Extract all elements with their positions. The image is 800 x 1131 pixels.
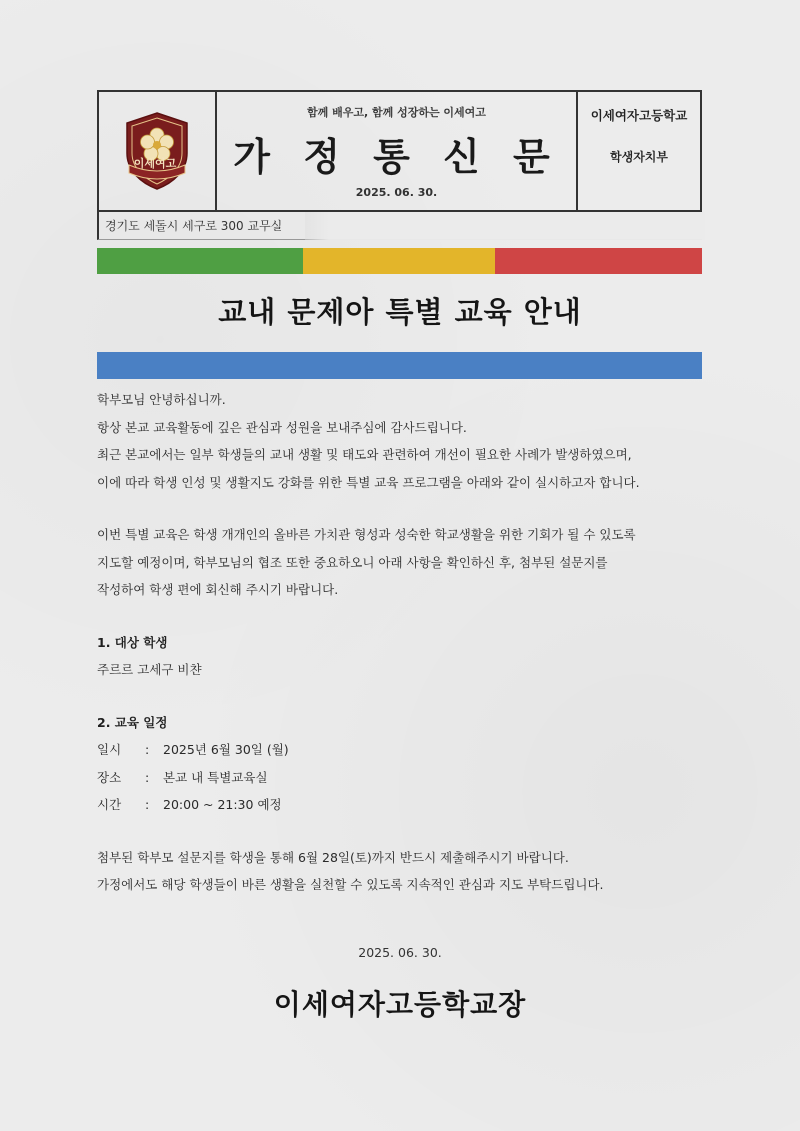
department-name: 학생자치부 <box>610 150 668 164</box>
principal-signature: 이세여자고등학교장 <box>273 988 527 1021</box>
blue-divider-bar <box>97 352 702 379</box>
school-emblem-icon <box>115 109 199 193</box>
emblem-label: 이세여고 <box>133 157 177 170</box>
greeting-line: 학부모님 안녕하십니까. <box>97 392 226 407</box>
tricolor-bar <box>97 248 702 274</box>
paragraph-line: 작성하여 학생 편에 회신해 주시기 바랍니다. <box>97 582 339 597</box>
paragraph-line: 항상 본교 교육활동에 깊은 관심과 성원을 보내주심에 감사드립니다. <box>97 419 467 435</box>
paragraph-line: 이에 따라 학생 인성 및 생활지도 강화를 위한 특별 교육 프로그램을 아래와 같이 실시하고자 합니다. <box>97 474 640 490</box>
schedule-colon: : <box>145 742 150 757</box>
schedule-row-place <box>97 764 717 792</box>
schedule-key: 일시 <box>97 742 122 757</box>
letter-body <box>97 386 717 899</box>
paragraph-line: 첨부된 학부모 설문지를 학생을 통해 6월 28일(토)까지 반드시 제출해주시기 바랍니다. <box>97 849 569 865</box>
address-line: 경기도 세돌시 세구로 300 교무실 <box>97 212 702 240</box>
emblem-label-overlay <box>0 0 177 170</box>
title-cell <box>217 92 578 210</box>
schedule-colon: : <box>145 797 150 812</box>
schedule-value: 20:00 ~ 21:30 예정 <box>163 797 282 812</box>
paragraph-line: 최근 본교에서는 일부 학생들의 교내 생활 및 태도와 관련하여 개선이 필요한 사례가 발생하였으며, <box>97 447 632 462</box>
section-title-schedule: 2. 교육 일정 <box>97 714 168 730</box>
newsletter-header <box>97 90 702 212</box>
schedule-colon: : <box>145 769 150 785</box>
document-title: 교내 문제아 특별 교육 안내 <box>218 295 582 329</box>
school-name: 이세여자고등학교 <box>590 108 688 123</box>
red-segment <box>495 248 702 274</box>
newsletter-title: 가 정 통 신 문 <box>233 135 560 179</box>
paragraph-line: 지도할 예정이며, 학부모님의 협조 또한 중요하오니 아래 사항을 확인하신 후, 첨부된 설문지를 <box>97 554 608 570</box>
redacted-contact <box>305 212 705 240</box>
school-motto: 함께 배우고, 함께 성장하는 이세여고 <box>307 106 486 119</box>
paragraph-line: 이번 특별 교육은 학생 개개인의 올바른 가치관 형성과 성숙한 학교생활을 위한 기회가 될 수 있도록 <box>97 527 636 542</box>
schedule-value: 본교 내 특별교육실 <box>163 769 268 785</box>
header-date: 2025. 06. 30. <box>355 186 438 199</box>
schedule-key: 장소 <box>97 769 122 785</box>
green-segment <box>97 248 303 274</box>
footer-date: 2025. 06. 30. <box>358 945 442 960</box>
target-students: 주르르 고세구 비챤 <box>97 662 202 677</box>
paragraph-line: 가정에서도 해당 학생들이 바른 생활을 실천할 수 있도록 지속적인 관심과 지도 부탁드립니다. <box>97 877 604 892</box>
schedule-value: 2025년 6월 30일 (월) <box>163 742 289 757</box>
issuer-cell <box>578 92 700 210</box>
schedule-key: 시간 <box>97 797 122 812</box>
emblem-cell <box>99 92 217 210</box>
schedule-row-time <box>97 791 717 819</box>
section-title-target: 1. 대상 학생 <box>97 634 168 650</box>
schedule-row-date <box>97 736 717 764</box>
yellow-segment <box>303 248 495 274</box>
